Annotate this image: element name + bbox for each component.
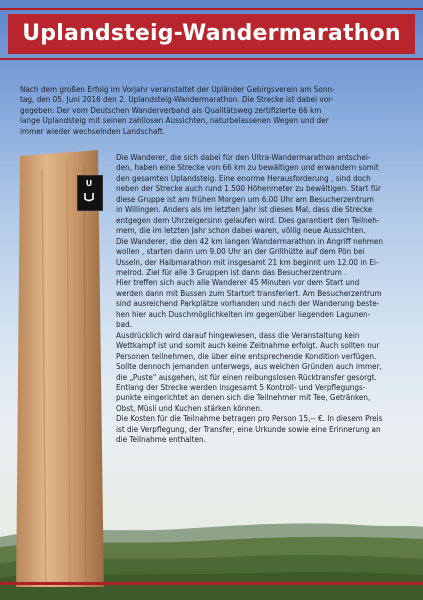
body-line: Die Kosten für die Teilnahme betragen pro Person 15,-- €. In diesem Preis [116,413,383,424]
body-line: melrod. Ziel für alle 3 Gruppen ist dann das Besucherzentrum . [116,266,347,277]
body-line: die Teilnahme enthalten. [116,434,206,445]
body-line: den, haben eine Strecke von 66 km zu bewältigen und erwandern somit [116,162,379,173]
body-line: Hier treffen sich auch alle Wanderer 45 Minuten vor dem Start und [116,277,360,288]
intro-line: gegeben: Der vom Deutschen Wanderverband als Qualitätsweg zertifizierte 66 km [20,104,322,115]
intro-line: lange Uplandsteig mit seinen zahllosen Aussichten, naturbelassenen Wegen und der [20,115,329,126]
body-line: bad. [116,319,133,330]
body-line: Die Wanderer, die den 42 km langen Wandermarathon in Angriff nehmen [116,235,384,246]
body-line: Die Wanderer, die sich dabei für den Ultra-Wandermarathon entschei- [116,152,371,162]
title-rule [0,58,423,60]
body-line: neben der Strecke auch rund 1.500 Höhenmeter zu bewältigen. Start für [116,183,381,194]
intro-line: Nach dem großen Erfolg im Vorjahr veranstaltet der Upländer Gebirgsverein am Sonn- [20,84,335,94]
body-line: mem, die im letzten Jahr schon dabei waren, völlig neue Aussichten. [116,225,366,236]
body-line: den gesamten Uplandsteig. Eine enorme Herausforderung , sind doch [116,172,371,183]
body-line: Wettkampf ist und somit auch keine Zeitnahme erfolgt. Auch sollten nur [116,340,380,351]
body-line: Usseln, der Halbmarathon mit insgesamt 21 km beginnt um 12.00 in Ei- [116,256,379,267]
top-rule [0,8,423,10]
body-line: in Willingen. Anders als im letzten Jahr ist dieses Mal, dass die Strecke [116,204,373,215]
body-line: entgegen dem Uhrzeigersinn gelaufen wird. Dies garantiert den Teilneh- [116,214,380,225]
logo-letter: U [85,179,93,188]
bottom-rule [0,582,423,585]
body-text [116,152,383,445]
body-line: wollen , starten dann um 9.00 Uhr an der Grillhütte auf dem Pön bei [116,246,365,257]
body-line: sind ausreichend Parkplätze vorhanden und nach der Wanderung beste- [116,298,380,309]
body-line: Obst, Müsli und Kuchen stärken können. [116,402,263,413]
bottom-band [0,587,423,600]
intro-line: tag, den 05. Juni 2016 den 2. Uplandsteig-Wandermarathon. Die Strecke ist dabei vor- [20,94,334,105]
body-line: Entlang der Strecke werden insgesamt 5 Kontroll- und Verpflegungs- [116,381,366,392]
intro-paragraph [20,84,335,136]
wooden-signpost [12,150,112,600]
body-line: hen hier auch Duschmöglichkeiten im gegenüber liegenden Lagunen- [116,308,371,319]
body-line: ist die Verpflegung, der Transfer, eine Urkunde sowie eine Erinnerung an [116,423,381,434]
body-line: Ausdrücklich wird darauf hingewiesen, dass die Veranstaltung kein [116,329,360,340]
body-line: Sollte dennoch jemanden unterwegs, aus welchen Gründen auch immer, [116,361,382,372]
body-line: punkte eingerichtet an denen sich die Teilnehmer mit Tee, Getränken, [116,392,371,403]
body-line: die „Puste" ausgehen, ist für einen reibungslosen Rücktransfer gesorgt. [116,371,377,382]
intro-line: immer wieder wechselnden Landschaft. [20,125,166,136]
body-line: diese Gruppe ist am frühen Morgen um 6.00 Uhr am Besucherzentrum [116,193,374,204]
body-line: werden dann mit Bussen zum Startort transferiert. Am Besucherzentrum [116,287,382,298]
page-title: Uplandsteig-Wandermarathon [22,21,401,46]
body-line: Personen teilnehmen, die über eine entsprechende Kondition verfügen. [116,350,377,361]
